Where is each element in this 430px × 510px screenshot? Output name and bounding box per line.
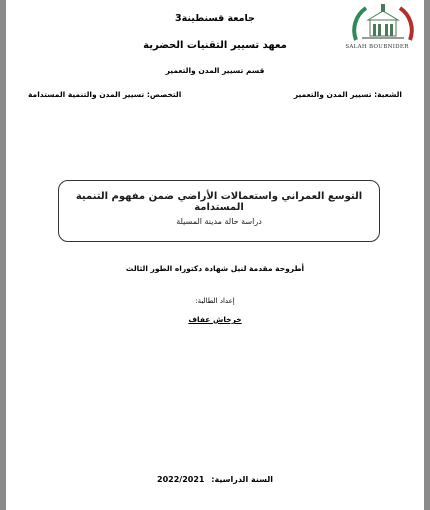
- thesis-title: التوسع العمراني واستعمالات الأراضي ضمن مفهوم التنمية المستدامة: [75, 191, 363, 213]
- academic-year: [6, 475, 424, 484]
- academic-year-label: السنة الدراسية:: [211, 475, 273, 484]
- academic-year-value: 2022/2021: [157, 475, 205, 484]
- thesis-subtitle: دراسة حالة مدينة المسيلة: [176, 217, 262, 226]
- department-name: قسم تسيير المدن والتعمير: [165, 66, 265, 75]
- thesis-note: أطروحة مقدمة لنيل شهادة دكتوراه الطور الثالث: [125, 264, 305, 273]
- thesis-title-box: [58, 180, 380, 242]
- student-name: خرخاش عفاف: [188, 315, 242, 324]
- specialty-label: التخصص: تسيير المدن والتنمية المستدامة: [28, 90, 182, 99]
- institute-name: معهد تسيير التقنيات الحضرية: [143, 40, 287, 51]
- university-name: جامعة قسنطينة3: [175, 13, 255, 24]
- university-building-logo-icon: [348, 0, 418, 44]
- branch-label: الشعبة: تسيير المدن والتعمير: [293, 90, 402, 99]
- logo-caption: SALAH BOUBNIDER: [345, 44, 409, 50]
- document-page: [6, 0, 424, 510]
- prepared-by-label: إعداد الطالبة:: [195, 297, 235, 305]
